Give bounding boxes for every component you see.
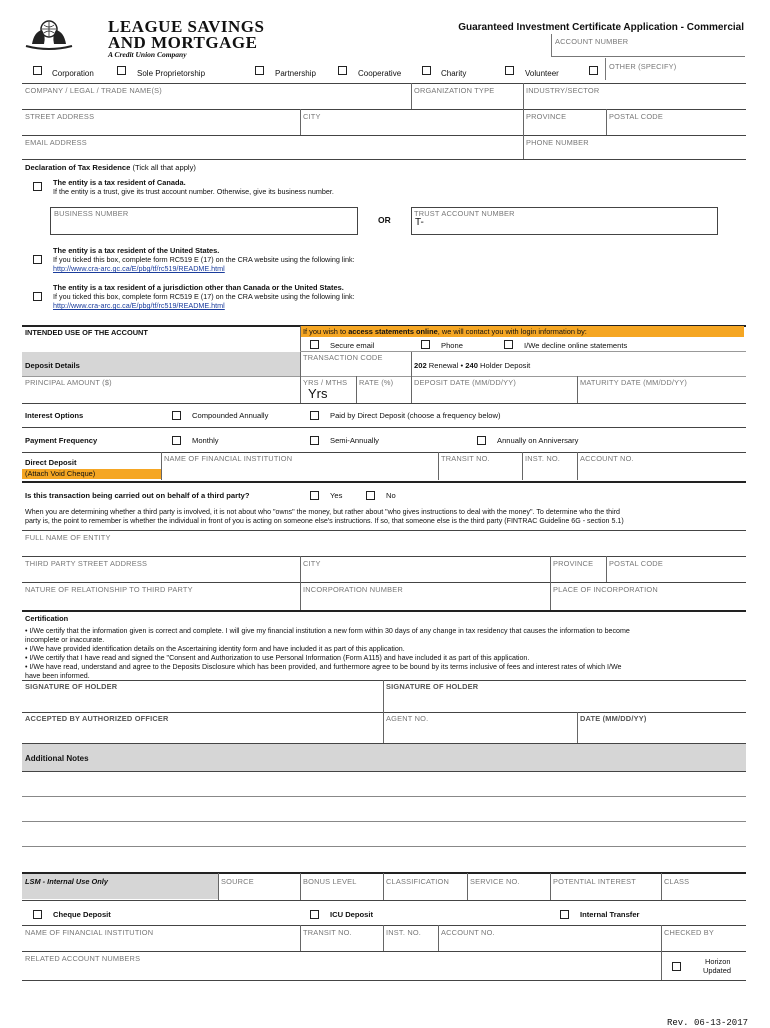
internal-transit-field[interactable] bbox=[301, 926, 383, 950]
internal-fin-inst-label: NAME OF FINANCIAL INSTITUTION bbox=[25, 928, 154, 937]
third-party-city-field[interactable] bbox=[301, 557, 550, 581]
deposit-date-label: DEPOSIT DATE (MM/DD/YY) bbox=[414, 378, 517, 387]
cert-date-label: DATE (MM/DD/YY) bbox=[580, 714, 647, 723]
maturity-date-field[interactable] bbox=[578, 377, 744, 402]
relationship-label: NATURE OF RELATIONSHIP TO THIRD PARTY bbox=[25, 585, 193, 594]
place-incorporation-field[interactable] bbox=[551, 583, 744, 609]
principal-amount-label: PRINCIPAL AMOUNT ($) bbox=[25, 378, 112, 387]
third-party-province-field[interactable] bbox=[551, 557, 606, 581]
business-number-label: BUSINESS NUMBER bbox=[54, 209, 129, 218]
internal-acct-label: ACCOUNT NO. bbox=[441, 928, 495, 937]
source-field[interactable] bbox=[219, 874, 300, 899]
corporation-label: Corporation bbox=[52, 69, 94, 78]
icu-deposit-checkbox[interactable] bbox=[310, 910, 319, 919]
sole-proprietorship-label: Sole Proprietorship bbox=[137, 69, 206, 78]
incorporation-number-label: INCORPORATION NUMBER bbox=[303, 585, 403, 594]
province-label: PROVINCE bbox=[526, 112, 567, 121]
third-party-no-label: No bbox=[386, 491, 396, 500]
canada-resident-title: The entity is a tax resident of Canada. bbox=[53, 178, 186, 187]
signature-holder-label-1: SIGNATURE OF HOLDER bbox=[25, 682, 118, 691]
cert-date-field[interactable] bbox=[578, 713, 744, 742]
volunteer-label: Volunteer bbox=[525, 69, 559, 78]
canada-resident-checkbox[interactable] bbox=[33, 182, 42, 191]
internal-transfer-label: Internal Transfer bbox=[580, 910, 640, 919]
transit-no-label: TRANSIT NO. bbox=[441, 454, 490, 463]
street-address-label: STREET ADDRESS bbox=[25, 112, 95, 121]
incorporation-number-field[interactable] bbox=[301, 583, 550, 609]
financial-institution-field[interactable] bbox=[162, 453, 438, 479]
third-party-street-label: THIRD PARTY STREET ADDRESS bbox=[25, 559, 148, 568]
other-jurisdiction-checkbox[interactable] bbox=[33, 292, 42, 301]
agent-no-field[interactable] bbox=[384, 713, 577, 742]
yrs-value: Yrs bbox=[308, 386, 328, 401]
org-name-line2: AND MORTGAGE bbox=[108, 33, 258, 52]
secure-email-checkbox[interactable] bbox=[310, 340, 319, 349]
account-number-field[interactable] bbox=[551, 34, 745, 57]
cooperative-checkbox[interactable] bbox=[338, 66, 347, 75]
third-party-province-label: PROVINCE bbox=[553, 559, 594, 568]
us-resident-title: The entity is a tax resident of the United States. bbox=[53, 246, 220, 255]
organization-type-label: ORGANIZATION TYPE bbox=[414, 86, 495, 95]
agent-no-label: AGENT NO. bbox=[386, 714, 429, 723]
form-title: Guaranteed Investment Certificate Application - Commercial bbox=[458, 22, 744, 33]
us-rc519-link[interactable]: http://www.cra-arc.gc.ca/E/pbg/tf/rc519/README.html bbox=[53, 264, 225, 273]
organization-type-field[interactable] bbox=[412, 84, 523, 108]
third-party-yes-label: Yes bbox=[330, 491, 343, 500]
third-party-no-checkbox[interactable] bbox=[366, 491, 375, 500]
internal-acct-field[interactable] bbox=[439, 926, 661, 950]
third-party-question: Is this transaction being carried out on behalf of a third party? bbox=[25, 491, 250, 500]
potential-interest-label: POTENTIAL INTEREST bbox=[553, 877, 636, 886]
other-checkbox[interactable] bbox=[589, 66, 598, 75]
industry-label: INDUSTRY/SECTOR bbox=[526, 86, 600, 95]
relationship-field[interactable] bbox=[22, 583, 300, 609]
maturity-date-label: MATURITY DATE (MM/DD/YY) bbox=[580, 378, 688, 387]
decline-statements-label: I/We decline online statements bbox=[524, 341, 628, 350]
paid-direct-label: Paid by Direct Deposit (choose a frequency below) bbox=[330, 411, 501, 420]
internal-fin-inst-field[interactable] bbox=[22, 926, 300, 950]
checked-by-label: CHECKED BY bbox=[664, 928, 715, 937]
other-specify-label: OTHER (SPECIFY) bbox=[609, 62, 677, 71]
class-label: CLASS bbox=[664, 877, 690, 886]
internal-inst-field[interactable] bbox=[384, 926, 438, 950]
trust-account-label: TRUST ACCOUNT NUMBER bbox=[414, 209, 515, 218]
horizon-label-line1: Horizon bbox=[705, 957, 731, 966]
logo bbox=[22, 18, 76, 52]
inst-no-label: INST. NO. bbox=[525, 454, 561, 463]
transaction-code-field[interactable] bbox=[301, 352, 411, 376]
org-tagline: A Credit Union Company bbox=[108, 50, 187, 59]
street-address-field[interactable] bbox=[22, 110, 300, 134]
financial-institution-label: NAME OF FINANCIAL INSTITUTION bbox=[164, 454, 293, 463]
cheque-deposit-label: Cheque Deposit bbox=[53, 910, 111, 919]
postal-code-field[interactable] bbox=[607, 110, 744, 134]
online-statements-text: If you wish to access statements online, we will contact you with login information by: bbox=[303, 327, 587, 336]
industry-field[interactable] bbox=[524, 84, 744, 108]
company-name-field[interactable] bbox=[22, 84, 411, 108]
related-accounts-label: RELATED ACCOUNT NUMBERS bbox=[25, 954, 141, 963]
hands-logo-icon bbox=[22, 18, 76, 52]
third-party-street-field[interactable] bbox=[22, 557, 300, 581]
account-no-field[interactable] bbox=[578, 453, 744, 479]
email-address-field[interactable] bbox=[22, 136, 522, 158]
compounded-annually-label: Compounded Annually bbox=[192, 411, 269, 420]
certification-line3: • I/We certify that I have read and signed the "Consent and Authorization to use Personal Information (Form A115) and have included it as part of this application. bbox=[25, 654, 530, 662]
attach-cheque-label: (Attach Void Cheque) bbox=[25, 469, 96, 478]
certification-line4b: have been informed. bbox=[25, 672, 90, 680]
volunteer-checkbox[interactable] bbox=[505, 66, 514, 75]
or-label: OR bbox=[378, 215, 391, 225]
internal-use-heading: LSM - Internal Use Only bbox=[25, 877, 108, 886]
additional-notes-band bbox=[22, 744, 746, 771]
cheque-deposit-checkbox[interactable] bbox=[33, 910, 42, 919]
paid-direct-checkbox[interactable] bbox=[310, 411, 319, 420]
partnership-checkbox[interactable] bbox=[255, 66, 264, 75]
checked-by-field[interactable] bbox=[662, 926, 744, 950]
certification-line1: • I/We certify that the information given is correct and complete. I will give my financial institution a new form within 30 days of any change in tax residency that causes the information to become bbox=[25, 627, 630, 635]
tax-residence-heading: Declaration of Tax Residence (Tick all that apply) bbox=[25, 163, 196, 172]
source-label: SOURCE bbox=[221, 877, 254, 886]
third-party-explain-line1: When you are determining whether a third party is involved, it is not about who "owns" the money, but rather about "who gives instructions to deal with the money". To determine who the third bbox=[25, 508, 620, 516]
secure-email-label: Secure email bbox=[330, 341, 375, 350]
full-name-entity-label: FULL NAME OF ENTITY bbox=[25, 533, 111, 542]
other-jurisdiction-text: If you ticked this box, complete form RC519 E (17) on the CRA website using the following link: bbox=[53, 292, 355, 301]
org-name-line1: LEAGUE SAVINGS bbox=[108, 17, 265, 36]
province-field[interactable] bbox=[524, 110, 606, 134]
internal-transfer-checkbox[interactable] bbox=[560, 910, 569, 919]
horizon-updated-checkbox[interactable] bbox=[672, 962, 681, 971]
inst-no-field[interactable] bbox=[523, 453, 577, 479]
certification-heading: Certification bbox=[25, 614, 69, 623]
bonus-level-label: BONUS LEVEL bbox=[303, 877, 357, 886]
transaction-code-label: TRANSACTION CODE bbox=[303, 353, 383, 362]
us-resident-checkbox[interactable] bbox=[33, 255, 42, 264]
additional-notes-heading: Additional Notes bbox=[25, 754, 89, 763]
deposit-date-field[interactable] bbox=[412, 377, 577, 402]
interest-options-label: Interest Options bbox=[25, 411, 84, 420]
deposit-details-heading: Deposit Details bbox=[25, 361, 80, 370]
third-party-explain-line2: party is, the point to remember is whether the individual in front of you is acting on someone else's instructions. If so, that someone else is the third party (FINTRAC Guideline 6G - section 5.1) bbox=[25, 517, 624, 525]
certification-line4: • I/We have read, understand and agree to the Deposits Disclosure which has been provided, and furthermore agree to be bound by its terms inclusive of fees and interest rates of which I/We bbox=[25, 663, 622, 671]
direct-deposit-label: Direct Deposit bbox=[25, 458, 77, 467]
classification-label: CLASSIFICATION bbox=[386, 877, 450, 886]
icu-deposit-label: ICU Deposit bbox=[330, 910, 374, 919]
semi-annually-checkbox[interactable] bbox=[310, 436, 319, 445]
sole-proprietorship-checkbox[interactable] bbox=[117, 66, 126, 75]
us-resident-text: If you ticked this box, complete form RC519 E (17) on the CRA website using the following link: bbox=[53, 255, 355, 264]
postal-code-label: POSTAL CODE bbox=[609, 112, 663, 121]
third-party-yes-checkbox[interactable] bbox=[310, 491, 319, 500]
annually-anniversary-checkbox[interactable] bbox=[477, 436, 486, 445]
compounded-annually-checkbox[interactable] bbox=[172, 411, 181, 420]
full-name-entity-field[interactable] bbox=[22, 531, 744, 555]
certification-line1b: incomplete or inaccurate. bbox=[25, 636, 105, 644]
yrs-mths-label: YRS / MTHS bbox=[303, 378, 348, 387]
class-field[interactable] bbox=[662, 874, 744, 899]
partnership-label: Partnership bbox=[275, 69, 316, 78]
horizon-label-line2: Updated bbox=[703, 966, 731, 975]
transaction-code-options: 202 Renewal • 240 Holder Deposit bbox=[414, 361, 531, 370]
third-party-postal-field[interactable] bbox=[607, 557, 744, 581]
canada-resident-text: If the entity is a trust, give its trust account number. Otherwise, give its business number. bbox=[53, 187, 334, 196]
signature-holder-field-2[interactable] bbox=[384, 681, 744, 711]
third-party-city-label: CITY bbox=[303, 559, 321, 568]
rate-field[interactable] bbox=[357, 377, 411, 402]
internal-transit-label: TRANSIT NO. bbox=[303, 928, 352, 937]
phone-statements-label: Phone bbox=[441, 341, 463, 350]
place-incorporation-label: PLACE OF INCORPORATION bbox=[553, 585, 658, 594]
annually-anniversary-label: Annually on Anniversary bbox=[497, 436, 579, 445]
semi-annually-label: Semi-Annually bbox=[330, 436, 379, 445]
city-field[interactable] bbox=[301, 110, 523, 134]
classification-field[interactable] bbox=[384, 874, 467, 899]
email-address-label: EMAIL ADDRESS bbox=[25, 138, 87, 147]
monthly-label: Monthly bbox=[192, 436, 219, 445]
signature-holder-label-2: SIGNATURE OF HOLDER bbox=[386, 682, 479, 691]
other-specify-field[interactable] bbox=[605, 58, 745, 80]
principal-amount-field[interactable] bbox=[22, 377, 300, 402]
service-no-field[interactable] bbox=[468, 874, 550, 899]
internal-inst-label: INST. NO. bbox=[386, 928, 422, 937]
rate-label: RATE (%) bbox=[359, 378, 394, 387]
revision-label: Rev. 06-13-2017 bbox=[666, 1018, 748, 1028]
potential-interest-field[interactable] bbox=[551, 874, 661, 899]
related-accounts-field[interactable] bbox=[22, 952, 661, 979]
phone-number-label: PHONE NUMBER bbox=[526, 138, 589, 147]
other-jurisdiction-title: The entity is a tax resident of a jurisdiction other than Canada or the United States. bbox=[53, 283, 344, 292]
trust-prefix: T- bbox=[415, 217, 424, 228]
charity-checkbox[interactable] bbox=[422, 66, 431, 75]
other-rc519-link[interactable]: http://www.cra-arc.gc.ca/E/pbg/tf/rc519/README.html bbox=[53, 301, 225, 310]
decline-statements-checkbox[interactable] bbox=[504, 340, 513, 349]
accepted-officer-field[interactable] bbox=[22, 713, 383, 742]
accepted-officer-label: ACCEPTED BY AUTHORIZED OFFICER bbox=[25, 714, 169, 723]
service-no-label: SERVICE NO. bbox=[470, 877, 520, 886]
company-name-label: COMPANY / LEGAL / TRADE NAME(S) bbox=[25, 86, 162, 95]
account-number-label: ACCOUNT NUMBER bbox=[555, 37, 629, 46]
phone-statements-checkbox[interactable] bbox=[421, 340, 430, 349]
corporation-checkbox[interactable] bbox=[33, 66, 42, 75]
certification-line2: • I/We have provided identification details on the Ascertaining identity form and have included it as part of this application. bbox=[25, 645, 405, 653]
phone-number-field[interactable] bbox=[524, 136, 744, 158]
intended-use-field[interactable] bbox=[22, 327, 300, 353]
third-party-postal-label: POSTAL CODE bbox=[609, 559, 663, 568]
transit-no-field[interactable] bbox=[439, 453, 522, 479]
payment-frequency-label: Payment Frequency bbox=[25, 436, 98, 445]
signature-holder-field-1[interactable] bbox=[22, 681, 383, 711]
charity-label: Charity bbox=[441, 69, 467, 78]
bonus-level-field[interactable] bbox=[301, 874, 383, 899]
cooperative-label: Cooperative bbox=[358, 69, 402, 78]
city-label: CITY bbox=[303, 112, 321, 121]
account-no-label: ACCOUNT NO. bbox=[580, 454, 634, 463]
monthly-checkbox[interactable] bbox=[172, 436, 181, 445]
intended-use-label: INTENDED USE OF THE ACCOUNT bbox=[25, 328, 148, 337]
